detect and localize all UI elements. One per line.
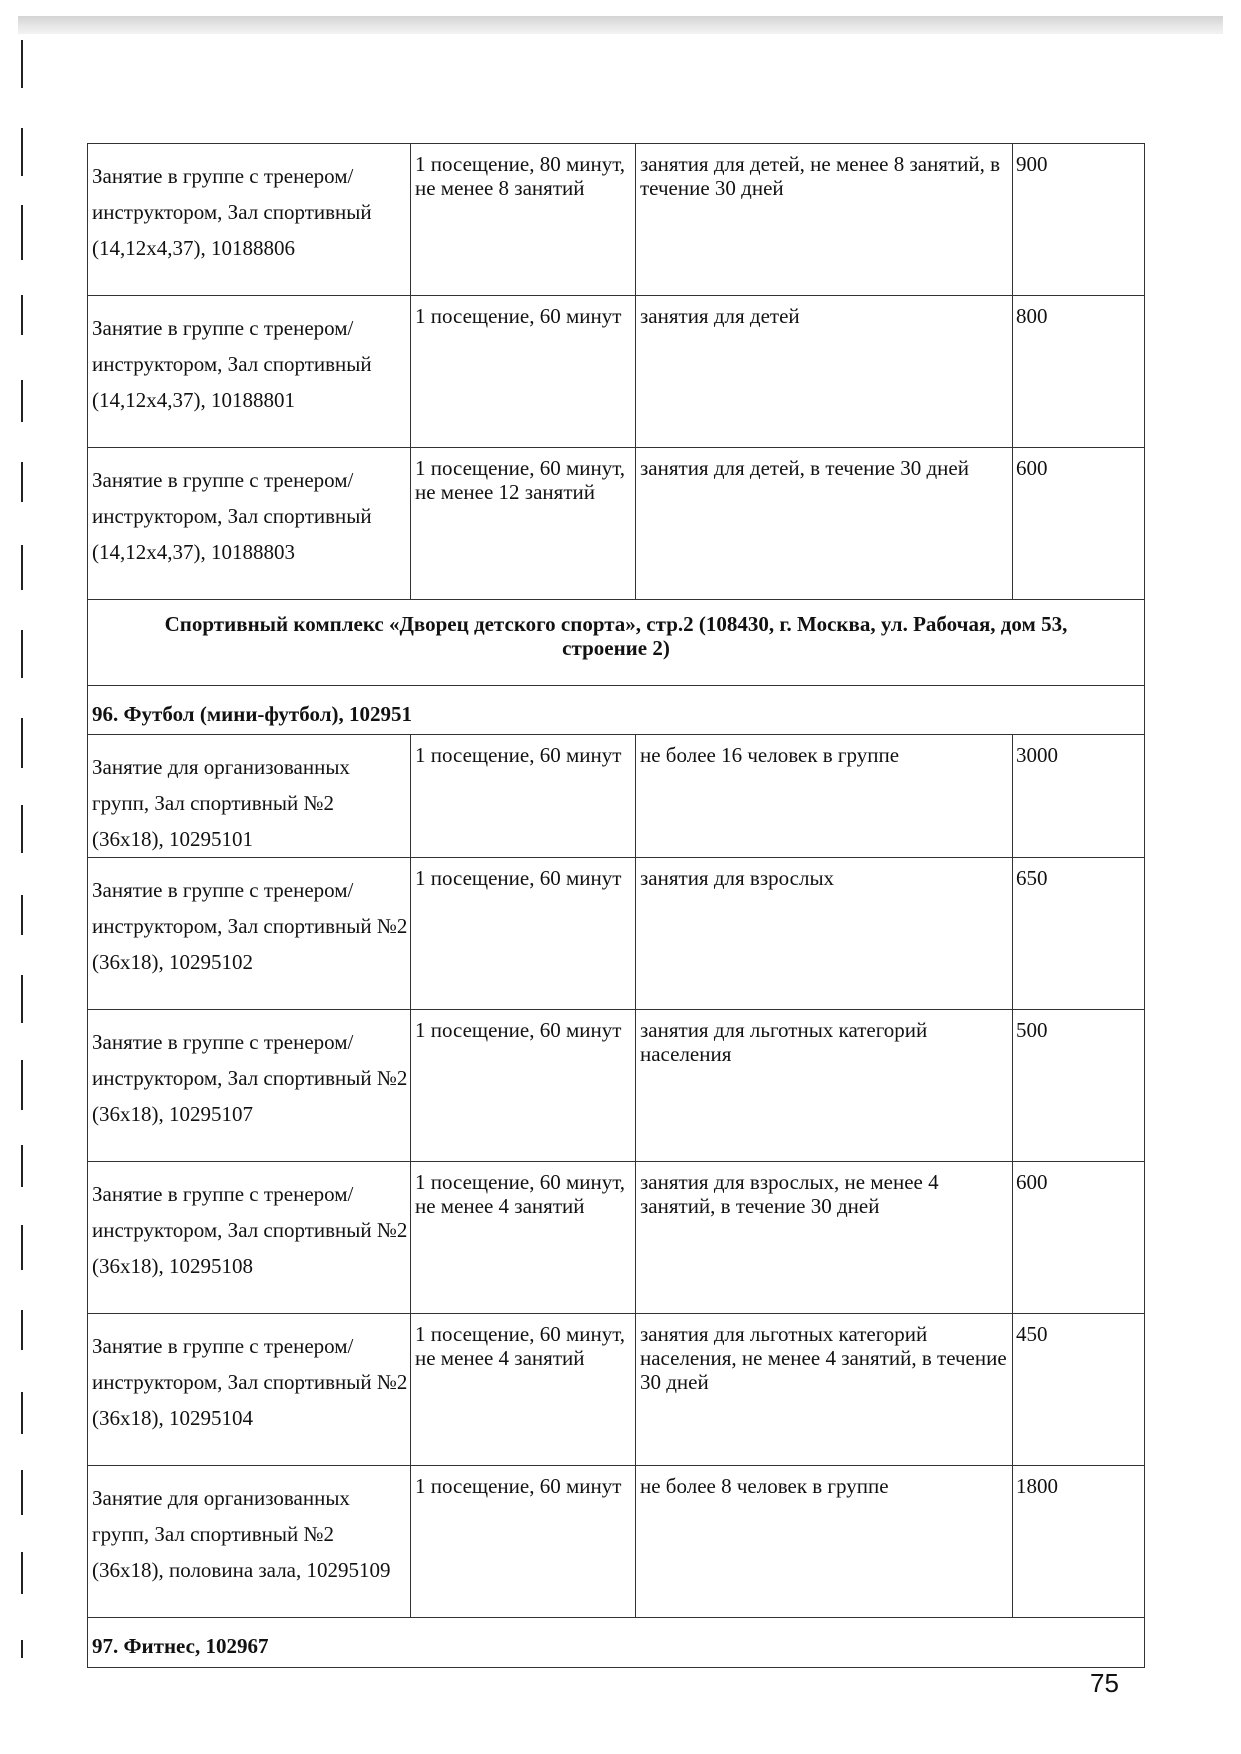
duration-cell: 1 посещение, 60 минут (411, 1010, 636, 1162)
price-cell: 450 (1013, 1314, 1145, 1466)
binder-mark (21, 128, 23, 176)
table-row (88, 144, 1145, 296)
table-row (88, 448, 1145, 600)
table-row (88, 1010, 1145, 1162)
service-name-cell: Занятие в группе с тренером/инструктором, Зал спортивный (14,12x4,37), 10188801 (88, 296, 411, 448)
price-cell: 600 (1013, 1162, 1145, 1314)
price-cell: 3000 (1013, 735, 1145, 858)
section-heading-row (88, 600, 1145, 686)
price-cell: 1800 (1013, 1466, 1145, 1618)
conditions-cell: не более 16 человек в группе (636, 735, 1013, 858)
binder-mark (21, 1060, 23, 1110)
binder-mark (21, 1552, 23, 1594)
price-cell: 800 (1013, 296, 1145, 448)
binder-mark (21, 545, 23, 590)
service-name-cell: Занятие в группе с тренером/инструктором, Зал спортивный №2 (36x18), 10295104 (88, 1314, 411, 1466)
page-number: 75 (1090, 1668, 1119, 1698)
conditions-cell: занятия для детей (636, 296, 1013, 448)
binder-mark (21, 630, 23, 678)
binder-mark (21, 975, 23, 1023)
binder-mark (21, 1392, 23, 1434)
price-cell: 650 (1013, 858, 1145, 1010)
conditions-cell: не более 8 человек в группе (636, 1466, 1013, 1618)
scan-top-band (18, 16, 1223, 34)
category-row (88, 686, 1145, 735)
table-row (88, 1162, 1145, 1314)
service-name-cell: Занятие в группе с тренером/инструктором, Зал спортивный №2 (36x18), 10295102 (88, 858, 411, 1010)
conditions-cell: занятия для детей, в течение 30 дней (636, 448, 1013, 600)
price-cell: 600 (1013, 448, 1145, 600)
duration-cell: 1 посещение, 60 минут (411, 735, 636, 858)
conditions-cell: занятия для взрослых, не менее 4 занятий, в течение 30 дней (636, 1162, 1013, 1314)
table-row (88, 296, 1145, 448)
price-cell: 900 (1013, 144, 1145, 296)
service-name-cell: Занятие в группе с тренером/инструктором, Зал спортивный №2 (36x18), 10295108 (88, 1162, 411, 1314)
service-name-cell: Занятие в группе с тренером/инструктором, Зал спортивный №2 (36x18), 10295107 (88, 1010, 411, 1162)
duration-cell: 1 посещение, 60 минут, не менее 4 занятий (411, 1314, 636, 1466)
duration-cell: 1 посещение, 60 минут (411, 1466, 636, 1618)
duration-cell: 1 посещение, 60 минут (411, 296, 636, 448)
binder-mark (21, 205, 23, 260)
table-row (88, 735, 1145, 858)
binder-mark (21, 1640, 23, 1658)
duration-cell: 1 посещение, 60 минут, не менее 4 занятий (411, 1162, 636, 1314)
conditions-cell: занятия для детей, не менее 8 занятий, в течение 30 дней (636, 144, 1013, 296)
category-row (88, 1618, 1145, 1668)
binder-mark (21, 380, 23, 422)
service-name-cell: Занятие в группе с тренером/инструктором, Зал спортивный (14,12x4,37), 10188806 (88, 144, 411, 296)
conditions-cell: занятия для льготных категорий населения, не менее 4 занятий, в течение 30 дней (636, 1314, 1013, 1466)
binder-mark (21, 895, 23, 935)
binder-mark (21, 40, 23, 88)
category-title: 96. Футбол (мини-футбол), 102951 (88, 686, 1145, 735)
binder-mark (21, 805, 23, 853)
service-name-cell: Занятие для организованных групп, Зал спортивный №2 (36x18), 10295101 (88, 735, 411, 858)
table-row (88, 1466, 1145, 1618)
binder-mark (21, 1145, 23, 1187)
price-table (87, 143, 1145, 1668)
binder-mark (21, 295, 23, 335)
service-name-cell: Занятие для организованных групп, Зал спортивный №2 (36x18), половина зала, 10295109 (88, 1466, 411, 1618)
binder-mark (21, 462, 23, 502)
duration-cell: 1 посещение, 60 минут (411, 858, 636, 1010)
category-title: 97. Фитнес, 102967 (88, 1618, 1145, 1668)
binder-mark (21, 718, 23, 768)
conditions-cell: занятия для взрослых (636, 858, 1013, 1010)
section-title: Спортивный комплекс «Дворец детского спорта», стр.2 (108430, г. Москва, ул. Рабочая, дом 53, строение 2) (88, 600, 1145, 686)
table-row (88, 1314, 1145, 1466)
binder-mark (21, 1225, 23, 1270)
duration-cell: 1 посещение, 80 минут, не менее 8 занятий (411, 144, 636, 296)
service-name-cell: Занятие в группе с тренером/инструктором, Зал спортивный (14,12x4,37), 10188803 (88, 448, 411, 600)
price-cell: 500 (1013, 1010, 1145, 1162)
binder-mark (21, 1310, 23, 1350)
duration-cell: 1 посещение, 60 минут, не менее 12 занятий (411, 448, 636, 600)
conditions-cell: занятия для льготных категорий населения (636, 1010, 1013, 1162)
table-row (88, 858, 1145, 1010)
binder-mark (21, 1470, 23, 1515)
